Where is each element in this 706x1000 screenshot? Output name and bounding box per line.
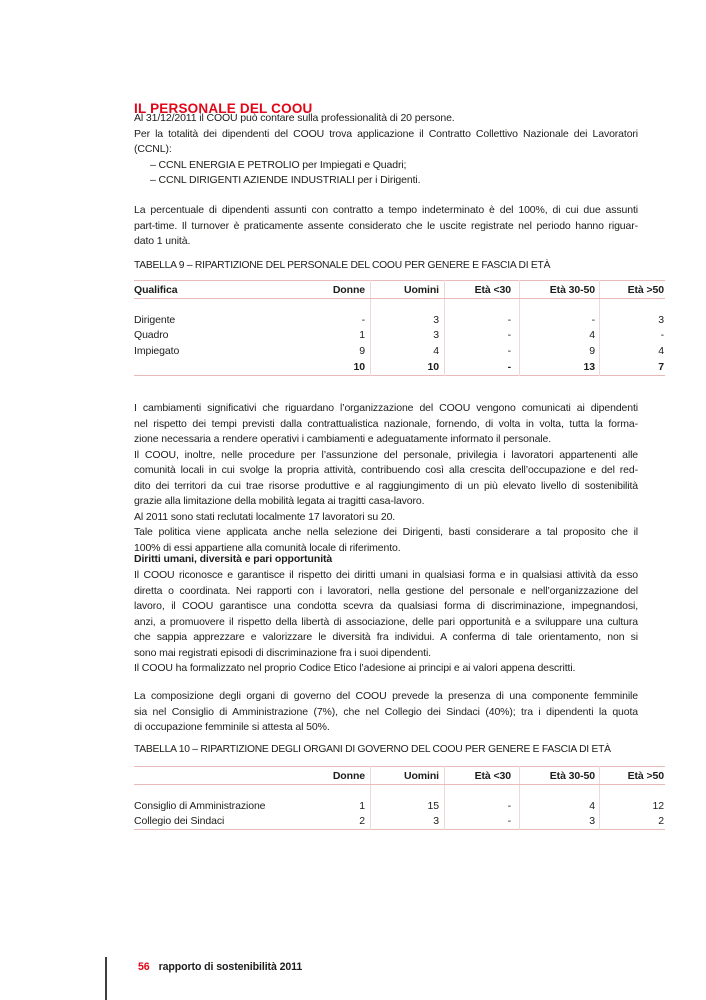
table9 <box>134 280 665 376</box>
row-label: Impiegato <box>134 344 180 357</box>
text-line: part-time. Il turnover è praticamente assente considerato che le uscite registrate nel periodo hanno riguar- <box>134 219 638 232</box>
cell-value: 3 <box>600 312 666 328</box>
totals-value: 10 <box>371 359 445 376</box>
cell-value: 2 <box>600 814 666 830</box>
table-header-row <box>134 281 665 299</box>
text-line: diretta o coordinata. Nei rapporti con i lavoratori, nella gestione del personale e nell’organizzazione del <box>134 584 638 597</box>
cell-value: 4 <box>600 343 666 359</box>
paragraph-cambiamenti <box>134 401 638 556</box>
intro-text <box>134 111 638 158</box>
table9-caption: TABELLA 9 – RIPARTIZIONE DEL PERSONALE DEL COOU PER GENERE E FASCIA DI ETÀ <box>134 260 551 271</box>
spacer-cell <box>299 299 371 313</box>
cell-value: 9 <box>520 343 600 359</box>
paragraph-composizione <box>134 689 638 736</box>
spacer-cell <box>600 785 666 799</box>
cell-value: - <box>600 328 666 344</box>
totals-value: 13 <box>520 359 600 376</box>
table-row <box>134 798 665 814</box>
table10 <box>134 766 665 830</box>
cell-value: - <box>445 798 520 814</box>
text-line: Il COOU riconosce e garantisce il rispetto dei diritti umani in qualsiasi forma e in qualsiasi attività da esso <box>134 569 638 581</box>
text-line: La percentuale di dipendenti assunti con contratto a tempo indeterminato è del 100%, di cui due assunti <box>134 204 638 216</box>
table-totals-row <box>134 359 665 376</box>
cell-value: 3 <box>371 328 445 344</box>
cell-value: - <box>361 313 365 326</box>
column-header: Donne <box>299 281 371 299</box>
column-header: Uomini <box>371 767 445 785</box>
column-header: Età <30 <box>445 281 520 299</box>
cell-value: 1 <box>359 799 365 812</box>
column-header: Età <30 <box>445 767 520 785</box>
section-subheading: Diritti umani, diversità e pari opportunità <box>134 553 333 565</box>
table9-personale <box>134 280 664 376</box>
table10-caption: TABELLA 10 – RIPARTIZIONE DEGLI ORGANI DI GOVERNO DEL COOU PER GENERE E FASCIA DI ETÀ <box>134 744 611 755</box>
table-spacer-row <box>134 299 665 313</box>
totals-label <box>134 359 299 376</box>
text-line: Per la totalità dei dipendenti del COOU trova applicazione il Contratto Collettivo Nazionale dei Lavoratori <box>134 127 638 140</box>
text-line: grazie alla limitazione della mobilità legata ai tragitti casa-lavoro. <box>134 495 425 507</box>
list-item: – CCNL DIRIGENTI AZIENDE INDUSTRIALI per i Dirigenti. <box>150 174 421 186</box>
spacer-cell <box>371 785 445 799</box>
column-header <box>134 767 299 785</box>
text-line: dato 1 unità. <box>134 235 191 247</box>
column-header: Donne <box>299 767 371 785</box>
text-line: sono mai registrati episodi di discriminazione fra i suoi dipendenti. <box>134 646 431 659</box>
table-row <box>134 343 665 359</box>
cell-value: 12 <box>600 798 666 814</box>
cell-value: 1 <box>359 329 365 342</box>
ccnl-list <box>134 158 638 189</box>
table10-organi-governo <box>134 766 664 830</box>
cell-value: - <box>445 312 520 328</box>
cell-value: - <box>445 814 520 830</box>
list-item: – CCNL ENERGIA E PETROLIO per Impiegati e Quadri; <box>150 158 407 171</box>
spacer-cell <box>520 299 600 313</box>
column-header: Qualifica <box>134 281 299 299</box>
text-line: La composizione degli organi di governo del COOU prevede la presenza di una componente femminile <box>134 690 638 702</box>
cell-value: 4 <box>520 328 600 344</box>
column-header: Età 30-50 <box>520 767 600 785</box>
cell-value: 15 <box>371 798 445 814</box>
cell-value: - <box>520 312 600 328</box>
text-line: Il COOU, inoltre, nelle procedure per l’assunzione del personale, privilegia i lavoratori appartenenti alle <box>134 448 638 461</box>
text-line: sia nel Consiglio di Amministrazione (7%), che nel Collegio dei Sindaci (40%); tra i dipendenti la quota <box>134 705 638 718</box>
intro-paragraph <box>134 111 638 189</box>
text-line: 100% di essi appartiene alla comunità locale di riferimento. <box>134 541 401 554</box>
text-line: nel rispetto dei tempi previsti dalla contrattualistica nazionale, fornendo, di volta in volta, tutta la forma- <box>134 417 638 430</box>
spacer-cell <box>134 299 299 313</box>
cell-value: 3 <box>520 814 600 830</box>
cell-value: 9 <box>359 344 365 357</box>
text-line: che sappia apprezzare e valorizzare le diversità fra individui. A conferma di tale orientamento, non si <box>134 631 638 643</box>
spacer-cell <box>371 299 445 313</box>
table-spacer-row <box>134 785 665 799</box>
page-title: IL PERSONALE DEL COOU <box>134 101 313 117</box>
spacer-cell <box>445 785 520 799</box>
text-line: dito dei territori da cui trae risorse produttive e al raggiungimento di un più elevato livello di sostenibilità <box>134 479 638 492</box>
footer-tick-line <box>105 957 107 1000</box>
paragraph-diritti-umani <box>134 568 638 677</box>
spacer-cell <box>445 299 520 313</box>
text-line: comunità locali in cui svolge la propria attività, contribuendo così alla crescita dell’occupazione e del red- <box>134 464 638 476</box>
column-header: Uomini <box>371 281 445 299</box>
cell-value: 4 <box>371 343 445 359</box>
totals-value: 7 <box>600 359 666 376</box>
text-line: I cambiamenti significativi che riguardano l’organizzazione del COOU vengono comunicati ai dipendenti <box>134 402 638 414</box>
row-label: Consiglio di Amministrazione <box>134 799 266 812</box>
cell-value: - <box>445 343 520 359</box>
text-line: Tale politica viene applicata anche nella selezione dei Dirigenti, basti considerare a tal proposito che il <box>134 526 638 538</box>
text-line: anzi, a promuovere il rispetto della libertà di associazione, delle pari opportunità e a sviluppare una cultura <box>134 615 638 628</box>
cell-value: 2 <box>359 815 365 828</box>
column-header: Età >50 <box>600 281 666 299</box>
table-row <box>134 328 665 344</box>
table-header-row <box>134 767 665 785</box>
spacer-cell <box>134 785 299 799</box>
text-line: (CCNL): <box>134 143 172 155</box>
text-line: di occupazione femminile si attesta al 50%. <box>134 721 330 733</box>
table-row <box>134 814 665 830</box>
spacer-cell <box>299 785 371 799</box>
footer-label: rapporto di sostenibilità 2011 <box>158 961 303 973</box>
cell-value: 4 <box>520 798 600 814</box>
cell-value: 3 <box>371 814 445 830</box>
spacer-cell <box>520 785 600 799</box>
text-line: Al 31/12/2011 il COOU può contare sulla professionalità di 20 persone. <box>134 112 455 124</box>
text-line: Al 2011 sono stati reclutati localmente 17 lavoratori su 20. <box>134 510 396 523</box>
text-line: zione necessaria a rendere operativi i cambiamenti e adeguatamente informato il personale. <box>134 433 552 445</box>
table-row <box>134 312 665 328</box>
cell-value: 3 <box>371 312 445 328</box>
row-label: Dirigente <box>134 313 176 326</box>
column-header: Età >50 <box>600 767 666 785</box>
row-label: Quadro <box>134 329 169 342</box>
page-footer <box>138 961 302 973</box>
column-header: Età 30-50 <box>520 281 600 299</box>
text-line: lavoro, il COOU garantisce una condotta scevra da qualsiasi forma di discriminazione, impegnandosi, <box>134 600 638 612</box>
totals-value: - <box>445 359 520 376</box>
paragraph-contracts <box>134 203 638 250</box>
page-number: 56 <box>138 961 150 973</box>
spacer-cell <box>600 299 666 313</box>
cell-value: - <box>445 328 520 344</box>
row-label: Collegio dei Sindaci <box>134 815 225 828</box>
totals-value: 10 <box>353 360 365 373</box>
text-line: Il COOU ha formalizzato nel proprio Codice Etico l’adesione ai principi e ai valori appena descritti. <box>134 662 576 674</box>
